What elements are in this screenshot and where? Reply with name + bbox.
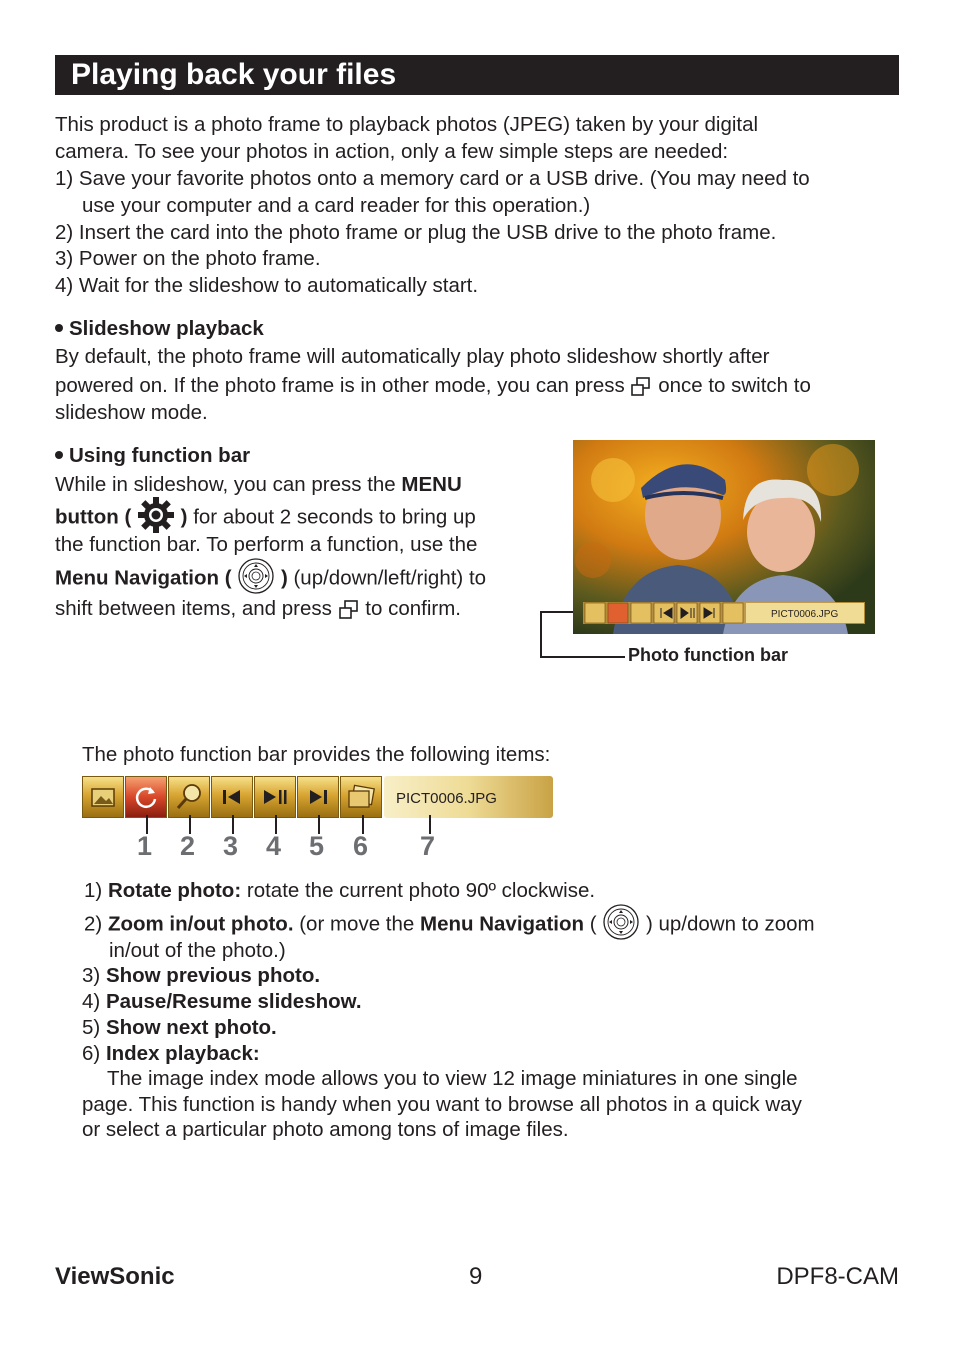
enter-icon xyxy=(630,376,652,398)
footer-brand: ViewSonic xyxy=(55,1263,175,1290)
item-2: 2) Zoom in/out photo. (or move the Menu Navigation ( ) up/down to zoom xyxy=(84,909,815,941)
item-number-6: 6 xyxy=(353,831,369,861)
step-1-cont: use your computer and a card reader for this operation.) xyxy=(82,194,591,217)
navigation-pad-icon xyxy=(237,557,275,595)
item-number-1: 1 xyxy=(137,831,153,861)
filename-field xyxy=(384,776,553,818)
play-pause-button xyxy=(254,776,296,818)
photo-caption: Photo function bar xyxy=(628,645,788,665)
image-icon xyxy=(83,777,123,817)
rotate-button xyxy=(125,776,167,818)
next-button xyxy=(297,776,339,818)
previous-button xyxy=(211,776,253,818)
sample-photo xyxy=(573,440,875,634)
play-pause-icon xyxy=(255,777,295,817)
bullet xyxy=(55,451,63,459)
step-1: 1) Save your favorite photos onto a memory card or a USB drive. (You may need to xyxy=(55,167,810,190)
couple-photo-illustration xyxy=(573,440,875,634)
index-button xyxy=(340,776,382,818)
previous-icon xyxy=(212,777,252,817)
item-number-4: 4 xyxy=(266,831,282,861)
bar-filename: PICT0006.JPG xyxy=(396,790,497,807)
item-6-desc-3: or select a particular photo among tons of image files. xyxy=(82,1118,569,1141)
callout-line xyxy=(540,656,625,658)
navigation-pad-icon xyxy=(602,903,640,941)
item-number-3: 3 xyxy=(223,831,239,861)
function-bar-line-4: Menu Navigation ( ) (up/down/left/right) to xyxy=(55,563,486,595)
function-bar-line-1: While in slideshow, you can press the MENU xyxy=(55,473,462,496)
page-number: 9 xyxy=(469,1263,483,1290)
item-5: 5) Show next photo. xyxy=(82,1016,277,1039)
photo-filename: PICT0006.JPG xyxy=(771,609,839,620)
function-bar-heading: Using function bar xyxy=(55,444,250,468)
rotate-icon xyxy=(126,777,166,817)
zoom-icon xyxy=(169,777,209,817)
function-bar-illustration xyxy=(82,776,553,818)
slideshow-heading: Slideshow playback xyxy=(55,317,264,341)
slideshow-line-3: slideshow mode. xyxy=(55,401,208,424)
step-3: 3) Power on the photo frame. xyxy=(55,247,321,270)
intro-line-2: camera. To see your photos in action, only a few simple steps are needed: xyxy=(55,140,729,163)
callout-line xyxy=(540,611,573,613)
item-6-desc-1: The image index mode allows you to view 12 image miniatures in one single xyxy=(107,1067,798,1090)
bullet xyxy=(55,324,63,332)
image-button xyxy=(82,776,124,818)
slideshow-line-2: powered on. If the photo frame is in other mode, you can press once to switch to xyxy=(55,374,811,397)
callout-line xyxy=(540,611,542,657)
step-4: 4) Wait for the slideshow to automatically start. xyxy=(55,274,479,297)
item-3: 3) Show previous photo. xyxy=(82,964,321,987)
function-bar-line-5: shift between items, and press to confirm. xyxy=(55,597,461,620)
item-number-7: 7 xyxy=(420,831,436,861)
item-1: 1) Rotate photo: rotate the current photo 90º clockwise. xyxy=(84,879,596,902)
intro-line-1: This product is a photo frame to playback photos (JPEG) taken by your digital xyxy=(55,113,759,136)
item-6-desc-2: page. This function is handy when you want to browse all photos in a quick way xyxy=(82,1093,802,1116)
gear-icon xyxy=(137,496,175,534)
items-intro: The photo function bar provides the following items: xyxy=(82,743,551,766)
zoom-button xyxy=(168,776,210,818)
item-number-5: 5 xyxy=(309,831,325,861)
step-2: 2) Insert the card into the photo frame or plug the USB drive to the photo frame. xyxy=(55,221,777,244)
enter-icon xyxy=(338,599,360,621)
next-icon xyxy=(298,777,338,817)
function-bar-line-3: the function bar. To perform a function, use the xyxy=(55,533,478,556)
function-bar-line-2: button ( ) for about 2 seconds to bring up xyxy=(55,502,476,534)
footer-model: DPF8-CAM xyxy=(776,1263,899,1290)
item-number-2: 2 xyxy=(180,831,196,861)
item-4: 4) Pause/Resume slideshow. xyxy=(82,990,362,1013)
item-6: 6) Index playback: xyxy=(82,1042,260,1065)
item-2-cont: in/out of the photo.) xyxy=(109,939,286,962)
slideshow-line-1: By default, the photo frame will automatically play photo slideshow shortly after xyxy=(55,345,770,368)
index-icon xyxy=(341,777,381,817)
title-bar xyxy=(55,55,899,95)
page-title: Playing back your files xyxy=(71,58,397,91)
